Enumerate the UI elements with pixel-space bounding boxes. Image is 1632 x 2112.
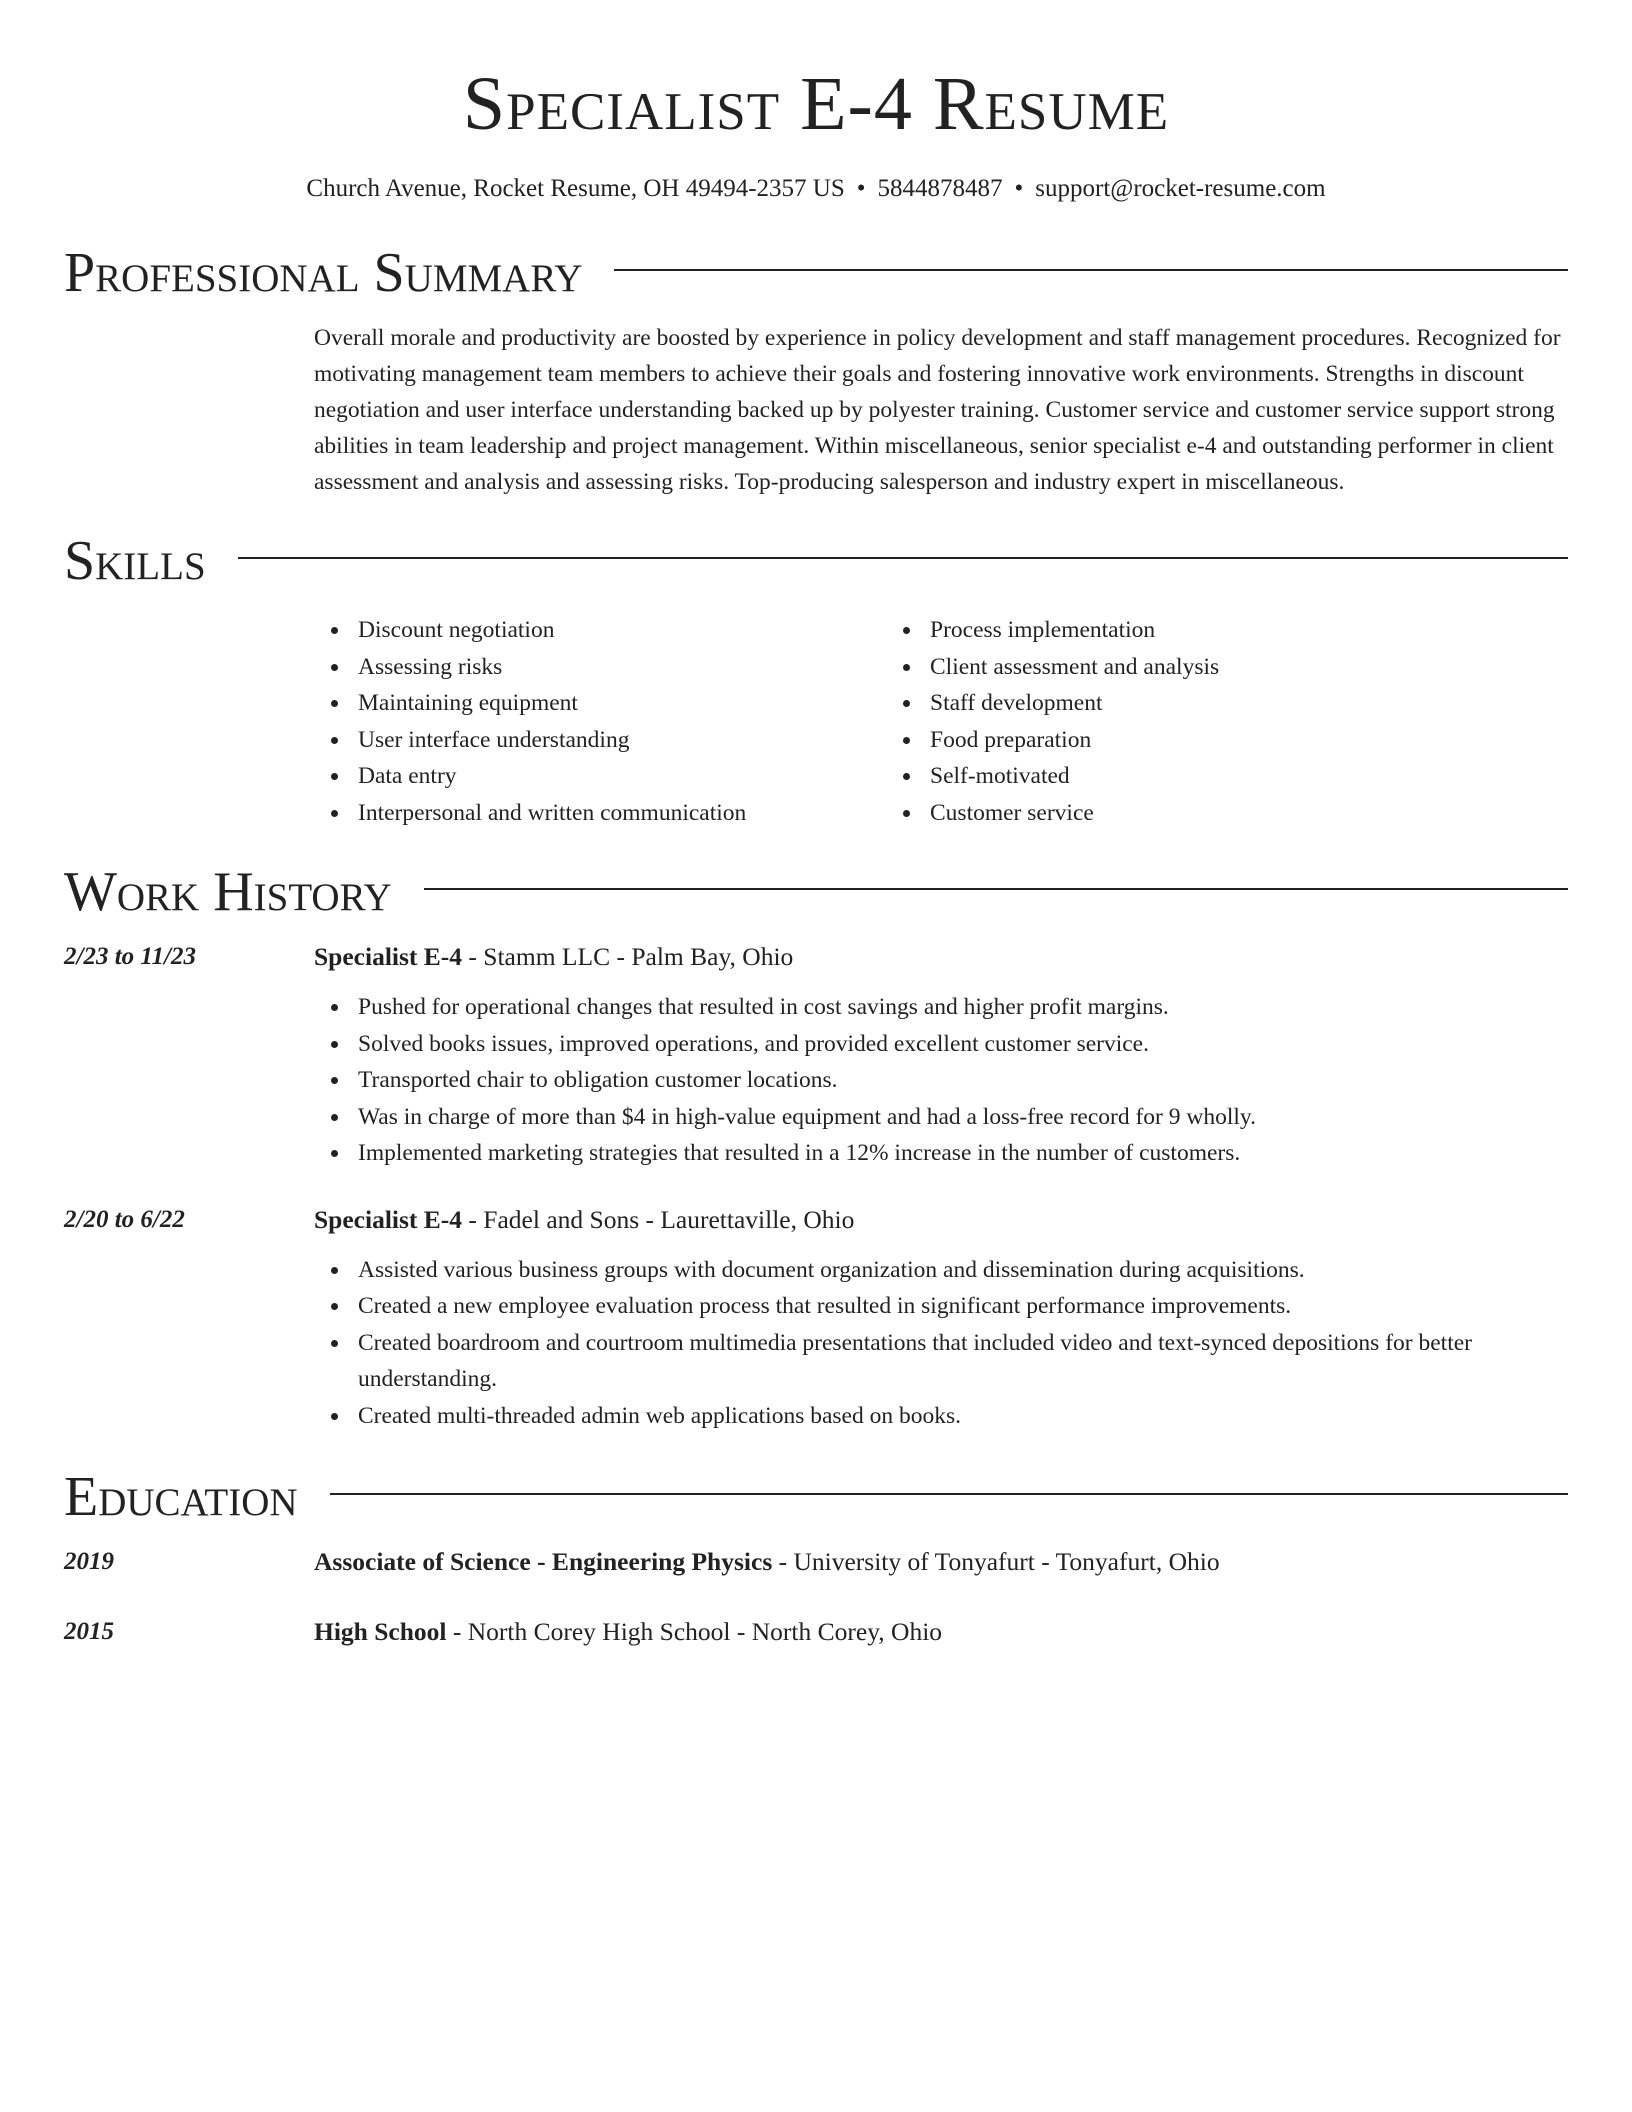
work-history-section xyxy=(64,859,1568,1434)
skill-item: Customer service xyxy=(930,795,1458,832)
education-section xyxy=(64,1464,1568,1650)
section-divider xyxy=(424,888,1568,890)
job-bullet: Created multi-threaded admin web applications based on books. xyxy=(358,1398,1568,1435)
job-bullet: Transported chair to obligation customer locations. xyxy=(358,1062,1568,1099)
skills-body xyxy=(314,612,1568,831)
skill-item: Maintaining equipment xyxy=(358,685,886,722)
job-dates: 2/20 to 6/22 xyxy=(64,1205,185,1233)
summary-text: Overall morale and productivity are boosted by experience in policy development and staff management procedures. Recognized for motivating management team members to achieve their goals and fostering innovative work environments. Strengths in discount negotiation and user interface understanding backed up by polyester training. Customer service and customer service support strong abilities in team leadership and project management. Within miscellaneous, senior specialist e-4 and outstanding performer in client assessment and analysis and assessing risks. Top-producing salesperson and industry expert in miscellaneous. xyxy=(314,325,1561,495)
job-details xyxy=(314,939,1568,1172)
education-degree: High School xyxy=(314,1617,447,1646)
education-line xyxy=(314,1544,1568,1580)
section-heading xyxy=(64,528,1568,594)
job-entry xyxy=(64,1202,1568,1435)
summary-body xyxy=(314,320,1568,500)
skills-section xyxy=(64,528,1568,831)
skill-item: Discount negotiation xyxy=(358,612,886,649)
skill-item: Staff development xyxy=(930,685,1458,722)
job-bullet: Assisted various business groups with document organization and dissemination during acquisitions. xyxy=(358,1252,1568,1289)
skill-item: Self-motivated xyxy=(930,758,1458,795)
job-role: Specialist E-4 xyxy=(314,1204,463,1234)
education-entry xyxy=(64,1544,1568,1580)
contact-phone: 5844878487 xyxy=(877,175,1003,202)
education-line xyxy=(314,1614,1568,1650)
job-bullet: Created a new employee evaluation process that resulted in significant performance improvements. xyxy=(358,1288,1568,1325)
work-history-title: Work History xyxy=(64,861,392,923)
job-employer: - Stamm LLC - Palm Bay, Ohio xyxy=(462,942,794,971)
skills-list-right xyxy=(886,612,1458,831)
section-divider xyxy=(238,557,1568,559)
education-details xyxy=(314,1614,1568,1650)
job-bullet: Pushed for operational changes that resulted in cost savings and higher profit margins. xyxy=(358,989,1568,1026)
section-heading xyxy=(64,1464,1568,1530)
contact-address: Church Avenue, Rocket Resume, OH 49494-2357 US xyxy=(306,175,845,202)
contact-line xyxy=(64,172,1568,206)
skill-item: User interface understanding xyxy=(358,722,886,759)
job-details xyxy=(314,1202,1568,1435)
skill-item: Client assessment and analysis xyxy=(930,649,1458,686)
education-year: 2015 xyxy=(64,1618,114,1645)
skill-item: Interpersonal and written communication xyxy=(358,795,886,832)
skill-item: Assessing risks xyxy=(358,649,886,686)
section-divider xyxy=(330,1493,1568,1495)
section-divider xyxy=(614,269,1568,271)
contact-separator: • xyxy=(856,175,866,202)
job-dates: 2/23 to 11/23 xyxy=(64,943,196,970)
education-degree: Associate of Science - Engineering Physics xyxy=(314,1547,773,1576)
job-bullet: Solved books issues, improved operations, and provided excellent customer service. xyxy=(358,1026,1568,1063)
section-heading xyxy=(64,859,1568,925)
education-school: - University of Tonyafurt - Tonyafurt, Ohio xyxy=(772,1547,1220,1576)
summary-title: Professional Summary xyxy=(64,242,583,304)
contact-email[interactable]: support@rocket-resume.com xyxy=(1035,175,1326,202)
job-bullets xyxy=(314,1252,1568,1435)
skills-list-left xyxy=(314,612,886,831)
job-bullet: Implemented marketing strategies that resulted in a 12% increase in the number of customers. xyxy=(358,1135,1568,1172)
education-entry xyxy=(64,1614,1568,1650)
skill-item: Data entry xyxy=(358,758,886,795)
job-employer: - Fadel and Sons - Laurettaville, Ohio xyxy=(462,1204,855,1234)
education-school: - North Corey High School - North Corey, Ohio xyxy=(446,1617,943,1646)
contact-separator: • xyxy=(1014,175,1024,202)
skill-item: Process implementation xyxy=(930,612,1458,649)
summary-section xyxy=(64,240,1568,500)
education-title: Education xyxy=(64,1466,298,1528)
section-heading xyxy=(64,240,1568,306)
resume-header xyxy=(64,58,1568,206)
job-entry xyxy=(64,939,1568,1172)
skills-grid xyxy=(314,612,1568,831)
job-role: Specialist E-4 xyxy=(314,942,463,971)
skill-item: Food preparation xyxy=(930,722,1458,759)
skills-title: Skills xyxy=(64,530,206,592)
education-details xyxy=(314,1544,1568,1580)
resume-title: Specialist E-4 Resume xyxy=(462,62,1170,146)
job-header xyxy=(314,1202,1568,1238)
job-bullet: Created boardroom and courtroom multimedia presentations that included video and text-synced depositions for better understanding. xyxy=(358,1325,1568,1398)
job-bullets xyxy=(314,989,1568,1172)
job-header xyxy=(314,939,1568,975)
job-bullet: Was in charge of more than $4 in high-value equipment and had a loss-free record for 9 wholly. xyxy=(358,1099,1568,1136)
education-year: 2019 xyxy=(64,1548,114,1575)
